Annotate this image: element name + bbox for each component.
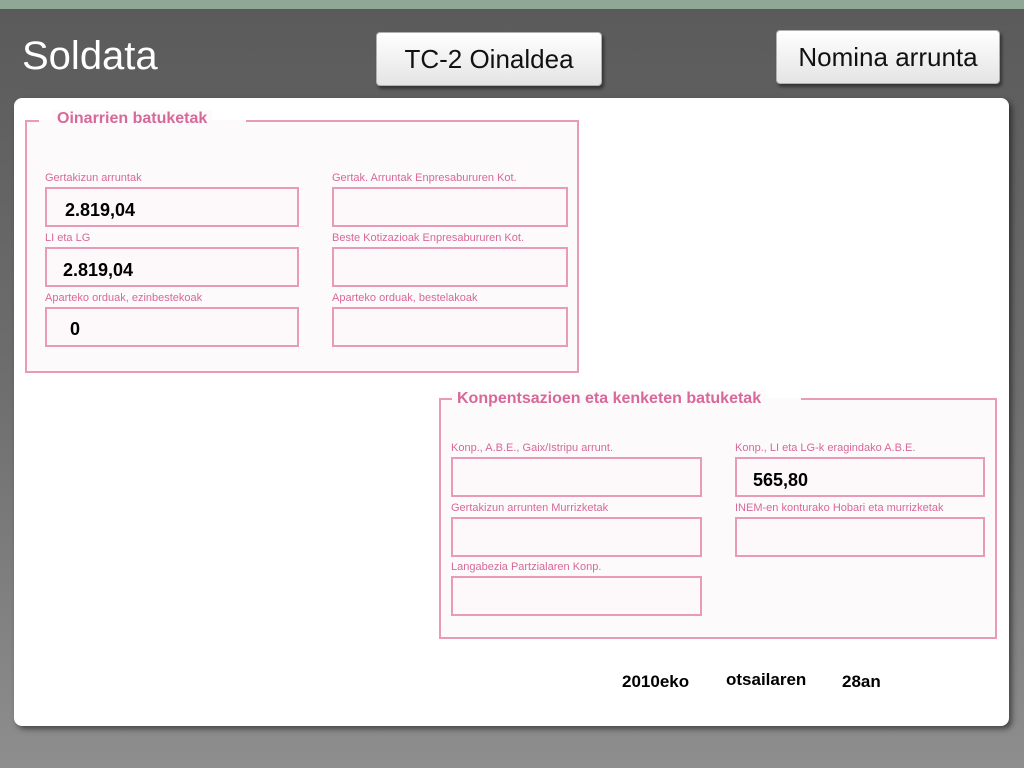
section-border-left	[439, 398, 453, 400]
field-label: Gertakizun arrunten Murrizketak	[451, 502, 609, 514]
field-label: Aparteko orduak, bestelakoak	[332, 292, 478, 304]
field-label: LI eta LG	[45, 232, 91, 244]
tc2-oinaldea-button[interactable]: TC-2 Oinaldea	[376, 32, 602, 86]
gertak-arruntak-enpresaburuaren-field[interactable]	[332, 187, 568, 227]
field-label: Gertak. Arruntak Enpresabururen Kot.	[332, 172, 517, 184]
gertakizun-murrizketak-field[interactable]	[451, 517, 702, 557]
page-title: Soldata	[22, 34, 158, 78]
form-sheet	[14, 98, 1009, 726]
beste-kotizazioak-field[interactable]	[332, 247, 568, 287]
field-label: Beste Kotizazioak Enpresabururen Kot.	[332, 232, 525, 244]
field-value: 2.819,04	[65, 200, 136, 220]
aparteko-orduak-ezinbestekoak-field[interactable]	[45, 307, 299, 347]
bases-sum-title: Oinarrien batuketak	[52, 110, 212, 128]
inem-hobari-field[interactable]	[735, 517, 985, 557]
langabezia-partziala-field[interactable]	[451, 576, 702, 616]
date-year: 2010eko	[622, 672, 690, 691]
section-border-right	[801, 398, 995, 400]
compensations-title: Konpentsazioen eta kenketen batuketak	[452, 390, 766, 408]
field-label: Aparteko orduak, ezinbestekoak	[45, 292, 203, 304]
field-label: Gertakizun arruntak	[45, 172, 142, 184]
field-label: Konp., A.B.E., Gaix/Istripu arrunt.	[451, 442, 614, 454]
field-label: INEM-en konturako Hobari eta murrizketak	[735, 502, 944, 514]
field-label: Konp., LI eta LG-k eragindako A.B.E.	[735, 442, 916, 454]
field-label: Langabezia Partzialaren Konp.	[451, 561, 602, 573]
aparteko-orduak-bestelakoak-field[interactable]	[332, 307, 568, 347]
top-accent-bar	[0, 0, 1024, 9]
section-border-right	[246, 120, 577, 122]
date-month: otsailaren	[726, 670, 807, 689]
field-value: 0	[70, 319, 81, 339]
nomina-arrunta-button[interactable]: Nomina arrunta	[776, 30, 1000, 84]
field-value: 565,80	[753, 470, 809, 490]
field-value: 2.819,04	[63, 260, 134, 280]
section-border-left	[25, 120, 39, 122]
date-day: 28an	[842, 672, 881, 691]
konp-abe-gaix-field[interactable]	[451, 457, 702, 497]
